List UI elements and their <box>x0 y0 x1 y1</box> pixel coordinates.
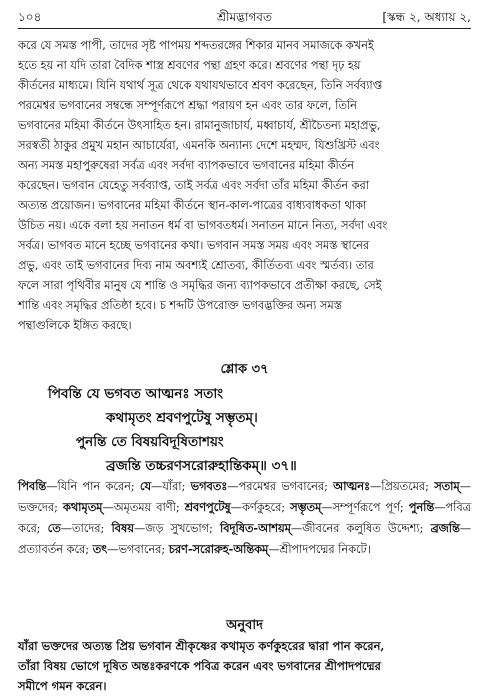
verse-block <box>48 382 468 478</box>
synonym-word: ভগবতঃ <box>190 479 228 493</box>
purport-line: প্রভু, এবং তাই ভগবানের দিব্য নাম অবশ্যই শ্রোতব্য, কীর্তিতব্য এবং স্মর্তব্য। তার <box>18 259 374 272</box>
synonym-word: ব্রজন্তি <box>430 521 460 535</box>
purport-line: অত্যন্ত প্রয়োজন। ভগবানের মহিমা কীর্তনে স্থান-কাল-পাত্রের বাধ্যবাধকতা থাকা <box>18 199 367 212</box>
section-reference: [স্কন্ধ ২, অধ্যায় ২, <box>382 10 471 24</box>
synonym-word: বিষয় <box>111 521 134 535</box>
synonym-meaning: পবিত্র করে; <box>18 501 471 535</box>
purport-line: করেছেন। ভগবান যেহেতু সর্বব্যাপ্ত, তাই সর্বত্র এবং সর্বদা তাঁর মহিমা কীর্তন করা <box>18 179 370 192</box>
purport-line: শান্তি এবং সমৃদ্ধির প্রতিষ্ঠা হবে। চ শব্দটি উপরোক্ত ভগবদ্ভক্তির অন্য সমস্ত <box>18 299 342 312</box>
synonym-word: বিদূষিত-আশয়ম্ <box>220 521 291 535</box>
verse-line: কথামৃতং শ্রবণপুটেষু সম্ভৃতম্। <box>106 410 258 426</box>
synonym-word: চরণ-সরোরুহ-অন্তিকম্ <box>168 542 269 556</box>
translation-line: সমীপে গমন করেন। <box>18 679 107 693</box>
purport-line: ভগবানের মহিমা কীর্তনে উৎসাহিত হন। রামানুজাচার্য, মধ্বাচার্য, শ্রীচৈতন্য মহাপ্রভু, <box>18 119 381 132</box>
purport-line: সরস্বতী ঠাকুর প্রমুখ মহান আচার্যেরা, এমনকি অন্যান্য দেশে মহম্মদ, যিশুখ্রিস্ট এবং <box>18 139 380 152</box>
synonym-meaning: ভক্তদের; <box>18 501 58 514</box>
purport-line: পরমেশ্বর ভগবানের সম্বন্ধে সম্পূর্ণরূপে শ্রদ্ধা পরায়ণ হন এবং তার ফলে, তিনি <box>18 99 357 112</box>
purport-line: ফলে সারা পৃথিবীর মানুষ যে শান্তি ও সমৃদ্ধির জন্য ব্যাপকভাবে প্রতীক্ষা করছে, সেই <box>18 279 382 292</box>
synonym-word: সম্ভৃতম্ <box>290 500 322 514</box>
page-header <box>18 9 471 27</box>
sloka-heading: শ্লোক ৩৭ <box>220 362 269 377</box>
purport-line: সর্বত্র। ভাগবত মানে হচ্ছে ভগবানের কথা। ভগবান সমস্ত সময় এবং সমস্ত স্থানের <box>18 239 370 252</box>
synonym-word: কথামৃতম্ <box>62 500 103 514</box>
synonym-meaning: প্রিয়তমের; <box>381 480 429 493</box>
translation-line: তাঁরা বিষয় ভোগে দূষিত অন্তঃকরণকে পবিত্র করেন এবং ভগবানের শ্রীপাদপদ্মের <box>18 659 381 673</box>
verse-line: ব্রজন্তি তচ্চরণসরোরুহান্তিকম্॥ ৩৭॥ <box>106 458 297 474</box>
synonym-meaning: অমৃতময় বাণী; <box>113 501 180 514</box>
synonym-meaning: শ্রীপাদপদ্মের নিকটে। <box>279 543 371 556</box>
header-rule <box>18 28 471 29</box>
synonym-word: আত্মনঃ <box>333 479 370 493</box>
translation-heading: অনুবাদ <box>226 618 263 633</box>
synonym-meaning: সম্পূর্ণরূপে পূর্ণ; <box>332 501 404 514</box>
synonym-word: সতাম্ <box>434 479 460 493</box>
purport-line: অন্য সমস্ত মহাপুরুষেরা সর্বত্র এবং সর্বদা ব্যাপকভাবে ভগবানের মহিমা কীর্তন <box>18 159 354 172</box>
synonym-word: শ্রবণপুটেষু <box>184 500 231 514</box>
translation-line: যাঁরা ভক্তদের অত্যন্ত প্রিয় ভগবান শ্রীকৃষ্ণের কথামৃত কর্ণকুহরের দ্বারা পান করেন, <box>18 639 385 653</box>
purport-text <box>18 36 471 336</box>
verse-line: পিবন্তি যে ভগবত আত্মনঃ সতাং <box>48 386 224 402</box>
synonym-meaning: জীবনের কলুষিত উদ্দেশ্য; <box>302 522 424 535</box>
synonym-word: যে <box>139 479 152 493</box>
purport-line: হতে হয় না যদি তারা বৈদিক শাস্ত্র শ্রবণের পন্থা গ্রহণ করে। শ্রবণের পন্থা দৃঢ় হয় <box>18 59 361 72</box>
purport-line: পন্থাগুলিকে ইঙ্গিত করছে। <box>18 319 132 332</box>
synonym-meaning: কর্ণকুহরে; <box>241 501 286 514</box>
synonym-meaning: যিনি পান করেন; <box>57 480 135 493</box>
synonym-meaning: তাদের; <box>72 522 105 535</box>
purport-line: উচিত নয়। একে বলা হয় সনাতন ধর্ম বা ভাগবতধর্ম। সনাতন মানে নিত্য, সর্বদা এবং <box>18 219 388 232</box>
purport-line: করে যে সমস্ত পাপী, তাদের সৃষ্ট পাপময় শব্দতরঙ্গের শিকার মানব সমাজকে কখনই <box>18 39 374 52</box>
synonym-word: তে <box>47 521 61 535</box>
synonym-word: তৎ <box>92 542 108 556</box>
synonym-word: পিবন্তি <box>18 479 47 493</box>
synonym-word: পুনন্তি <box>408 500 435 514</box>
purport-line: কীর্তনের মাধ্যমে। যিনি যথার্থ সূত্র থেকে যথাযথভাবে শ্রবণ করেছেন, তিনি সর্বব্যাপ্ত <box>18 79 382 92</box>
book-title: শ্রীমদ্ভাগবত <box>216 10 272 24</box>
synonyms-block: পিবন্তি—যিনি পান করেন; যে—যাঁরা; ভগবতঃ—পরমেশ্বর ভগবানের; আত্মনঃ—প্রিয়তমের; সতাম্—ভক্তদের; কথামৃতম্—অমৃতময় বাণী; শ্রবণপুটেষু—কর্ণকুহরে; সম্ভৃতম্—সম্পূর্ণরূপে পূর্ণ; পুনন্তি—পবিত্র করে; তে—তাদের; বিষয়—জড় সুখভোগ; বিদূষিত-আশয়ম্—জীবনের কলুষিত উদ্দেশ্য; ব্রজন্তি—প্রত্যাবর্তন করে; তৎ—ভগবানের; চরণ-সরোরুহ-অন্তিকম্—শ্রীপাদপদ্মের নিকটে। <box>18 479 472 556</box>
page-number: ১০৪ <box>18 10 42 24</box>
synonym-meaning: ভগবানের; <box>118 543 166 556</box>
synonym-meaning: জড় সুখভোগ; <box>145 522 213 535</box>
verse-line: পুনন্তি তে বিষয়বিদূষিতাশয়ং <box>76 434 224 450</box>
synonym-meaning: প্রত্যাবর্তন করে; <box>18 543 90 556</box>
translation-text <box>18 636 471 696</box>
synonym-meaning: যাঁরা; <box>162 480 186 493</box>
synonym-meaning: পরমেশ্বর ভগবানের; <box>238 480 328 493</box>
